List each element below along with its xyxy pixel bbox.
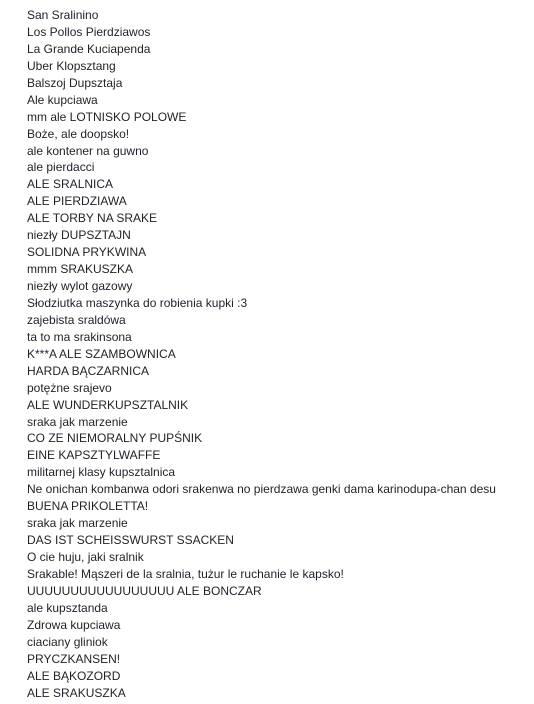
- text-line: potężne srajevo: [27, 380, 112, 395]
- text-list: [27, 7, 496, 701]
- text-line: sraka jak marzenie: [27, 414, 128, 429]
- text-line: ALE PIERDZIAWA: [27, 194, 127, 209]
- text-line: niezły DUPSZTAJN: [27, 228, 131, 243]
- text-line: Srakable! Mąszeri de la sralnia, tużur le ruchanie le kapsko!: [27, 566, 344, 581]
- text-line: ALE SRAKUSZKA: [27, 685, 126, 700]
- text-line: mm ale LOTNISKO POLOWE: [27, 109, 187, 124]
- text-line: ale kupsztanda: [27, 600, 108, 615]
- text-line: SOLIDNA PRYKWINA: [27, 245, 147, 260]
- text-line: Słodziutka maszynka do robienia kupki :3: [27, 295, 248, 310]
- text-line: Zdrowa kupciawa: [27, 617, 121, 632]
- text-line: Ale kupciawa: [27, 92, 98, 107]
- text-line: Ne onichan kombanwa odori srakenwa no pierdzawa genki dama karinodupa-chan desu: [27, 482, 496, 497]
- text-line: niezły wylot gazowy: [27, 279, 133, 293]
- text-line: ALE BĄKOZORD: [27, 668, 121, 683]
- text-line: ciaciany gliniok: [27, 634, 108, 649]
- text-line: mmm SRAKUSZKA: [27, 262, 134, 277]
- text-line: Balszoj Dupsztaja: [27, 75, 123, 90]
- text-line: sraka jak marzenie: [27, 516, 128, 531]
- text-line: CO ZE NIEMORALNY PUPŚNIK: [27, 431, 203, 446]
- text-line: ale kontener na guwno: [27, 143, 149, 158]
- text-line: Los Pollos Pierdziawos: [27, 24, 151, 39]
- text-line: Boże, ale doopsko!: [27, 126, 130, 141]
- text-line: O cie huju, jaki sralnik: [27, 550, 144, 564]
- text-line: zajebista sraldówa: [27, 312, 126, 327]
- text-line: BUENA PRIKOLETTA!: [27, 499, 149, 514]
- text-line: San Sralinino: [27, 8, 99, 22]
- text-line: militarnej klasy kupsztalnica: [27, 465, 176, 480]
- text-line: EINE KAPSZTYLWAFFE: [27, 448, 161, 463]
- text-line: K***A ALE SZAMBOWNICA: [27, 346, 176, 361]
- text-line: DAS IST SCHEISSWURST SSACKEN: [27, 533, 234, 548]
- text-line: ALE WUNDERKUPSZTALNIK: [27, 397, 189, 412]
- text-line: PRYCZKANSEN!: [27, 651, 121, 666]
- text-line: ta to ma srakinsona: [27, 329, 132, 344]
- text-line: La Grande Kuciapenda: [27, 41, 151, 56]
- text-line: HARDA BĄCZARNICA: [27, 363, 150, 378]
- text-line: ALE TORBY NA SRAKE: [27, 211, 158, 226]
- text-line: ale pierdacci: [27, 160, 95, 175]
- text-line: Uber Klopsztang: [27, 58, 116, 73]
- text-line: UUUUUUUUUUUUUUUUU ALE BONCZAR: [27, 583, 262, 598]
- text-line: ALE SRALNICA: [27, 177, 114, 192]
